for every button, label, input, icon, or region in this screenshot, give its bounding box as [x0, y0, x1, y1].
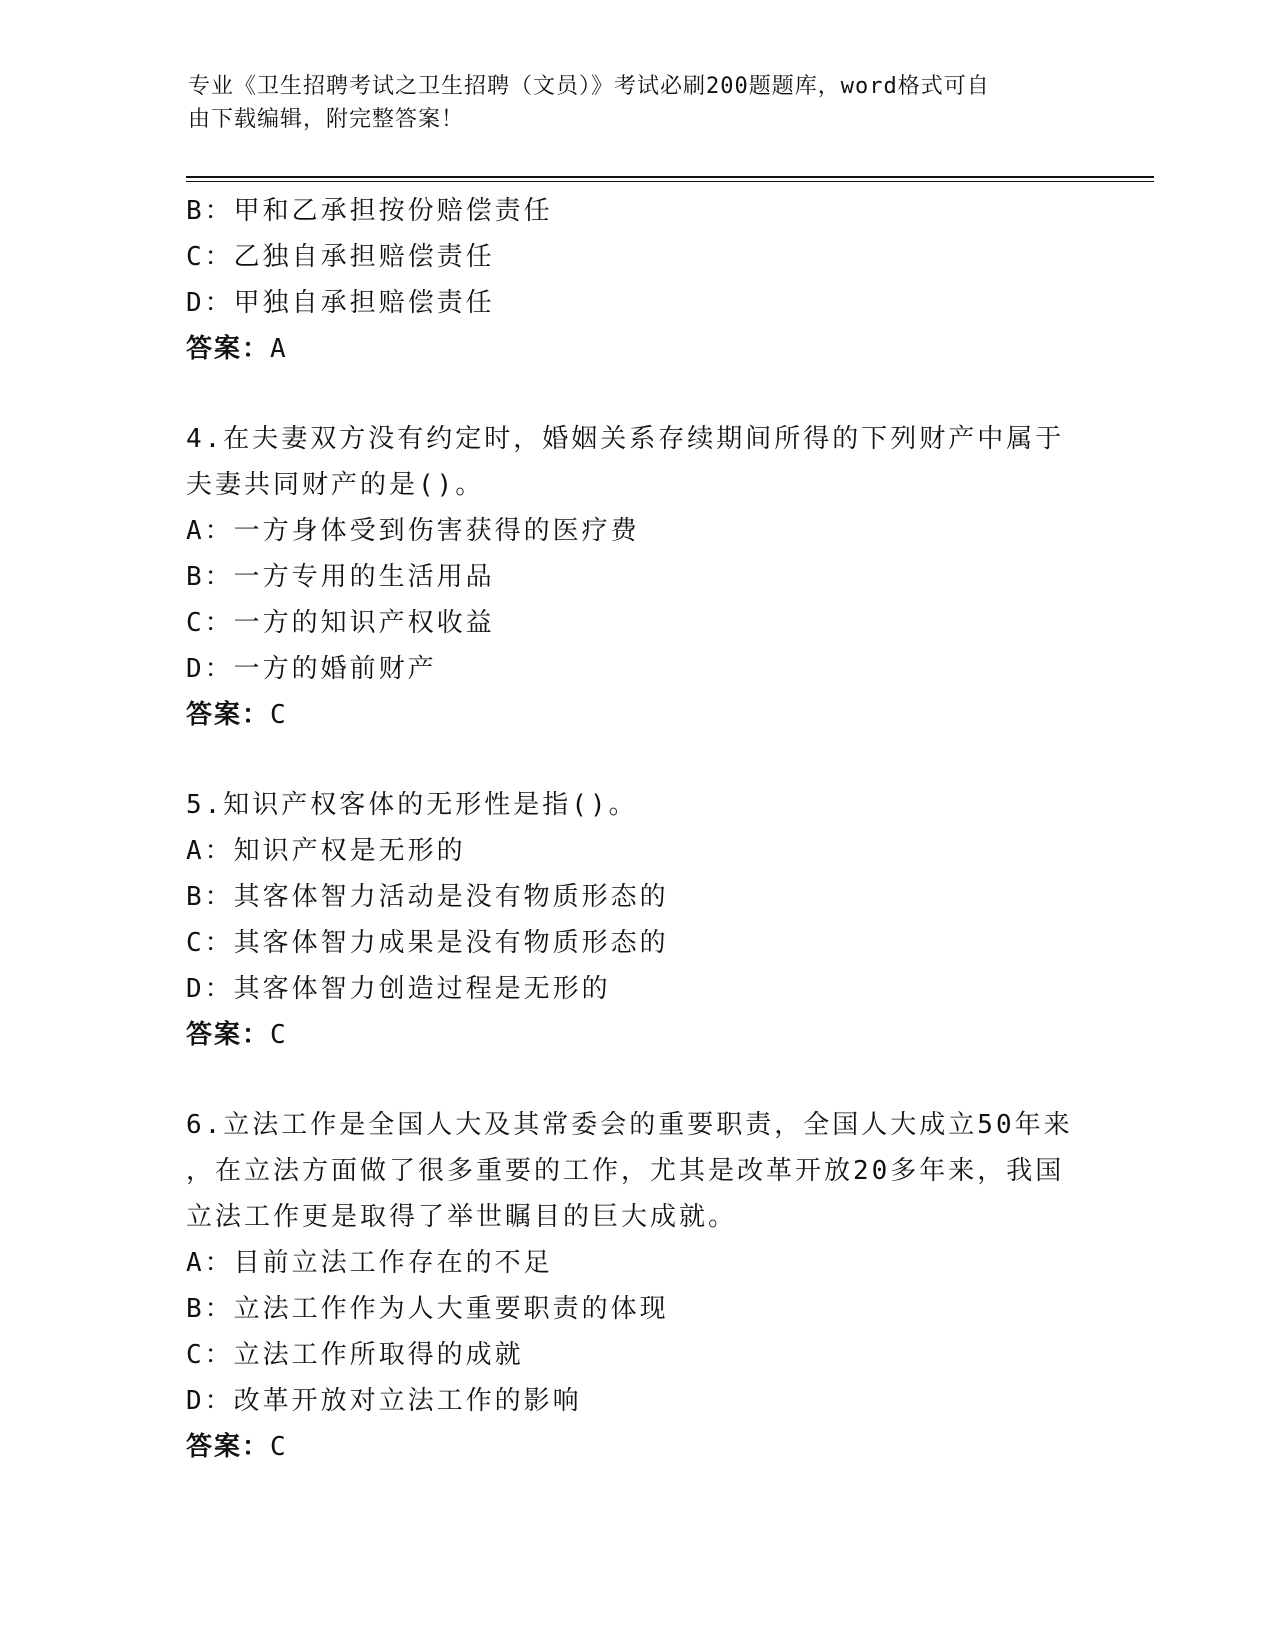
option-d: D：改革开放对立法工作的影响 [186, 1386, 582, 1416]
header-line-2: 由下载编辑，附完整答案！ [188, 107, 465, 132]
option-d: D：一方的婚前财产 [186, 654, 437, 684]
answer-label: 答案： [186, 334, 271, 364]
question-text-line: 立法工作更是取得了举世瞩目的巨大成就。 [186, 1202, 738, 1232]
question-list [186, 188, 1086, 1470]
answer-label: 答案： [186, 1432, 271, 1462]
answer-value: A [270, 334, 288, 364]
option-a: A：目前立法工作存在的不足 [186, 1248, 553, 1278]
answer-label: 答案： [186, 1020, 271, 1050]
option-a: A：知识产权是无形的 [186, 836, 466, 866]
answer-label: 答案： [186, 700, 271, 730]
option-c: C：立法工作所取得的成就 [186, 1340, 524, 1370]
question-text-line: 4.在夫妻双方没有约定时，婚姻关系存续期间所得的下列财产中属于 [186, 424, 1065, 454]
question-3-continued [186, 188, 1086, 372]
question-text-line: ，在立法方面做了很多重要的工作，尤其是改革开放20多年来，我国 [186, 1156, 1065, 1186]
option-a: A：一方身体受到伤害获得的医疗费 [186, 516, 640, 546]
option-b: B：甲和乙承担按份赔偿责任 [186, 196, 553, 226]
question-4 [186, 416, 1086, 738]
header-line-1: 专业《卫生招聘考试之卫生招聘（文员）》考试必刷200题题库，word格式可自 [188, 74, 990, 99]
option-c: C：一方的知识产权收益 [186, 608, 495, 638]
option-d: D：其客体智力创造过程是无形的 [186, 974, 611, 1004]
answer-value: C [270, 1432, 288, 1462]
answer-line [186, 1012, 1086, 1058]
answer-line [186, 326, 1086, 372]
question-5 [186, 782, 1086, 1058]
question-text-line: 6.立法工作是全国人大及其常委会的重要职责，全国人大成立50年来 [186, 1110, 1073, 1140]
option-c: C：乙独自承担赔偿责任 [186, 242, 495, 272]
option-b: B：一方专用的生活用品 [186, 562, 495, 592]
question-6 [186, 1102, 1086, 1470]
header-divider-thick [186, 176, 1154, 178]
answer-value: C [270, 1020, 288, 1050]
answer-value: C [270, 700, 288, 730]
header-divider-thin [186, 181, 1154, 182]
document-header [188, 70, 1068, 136]
answer-line [186, 1424, 1086, 1470]
question-text-line: 夫妻共同财产的是()。 [186, 470, 485, 500]
question-text-line: 5.知识产权客体的无形性是指()。 [186, 790, 638, 820]
option-b: B：其客体智力活动是没有物质形态的 [186, 882, 669, 912]
option-c: C：其客体智力成果是没有物质形态的 [186, 928, 669, 958]
option-b: B：立法工作作为人大重要职责的体现 [186, 1294, 669, 1324]
answer-line [186, 692, 1086, 738]
option-d: D：甲独自承担赔偿责任 [186, 288, 495, 318]
